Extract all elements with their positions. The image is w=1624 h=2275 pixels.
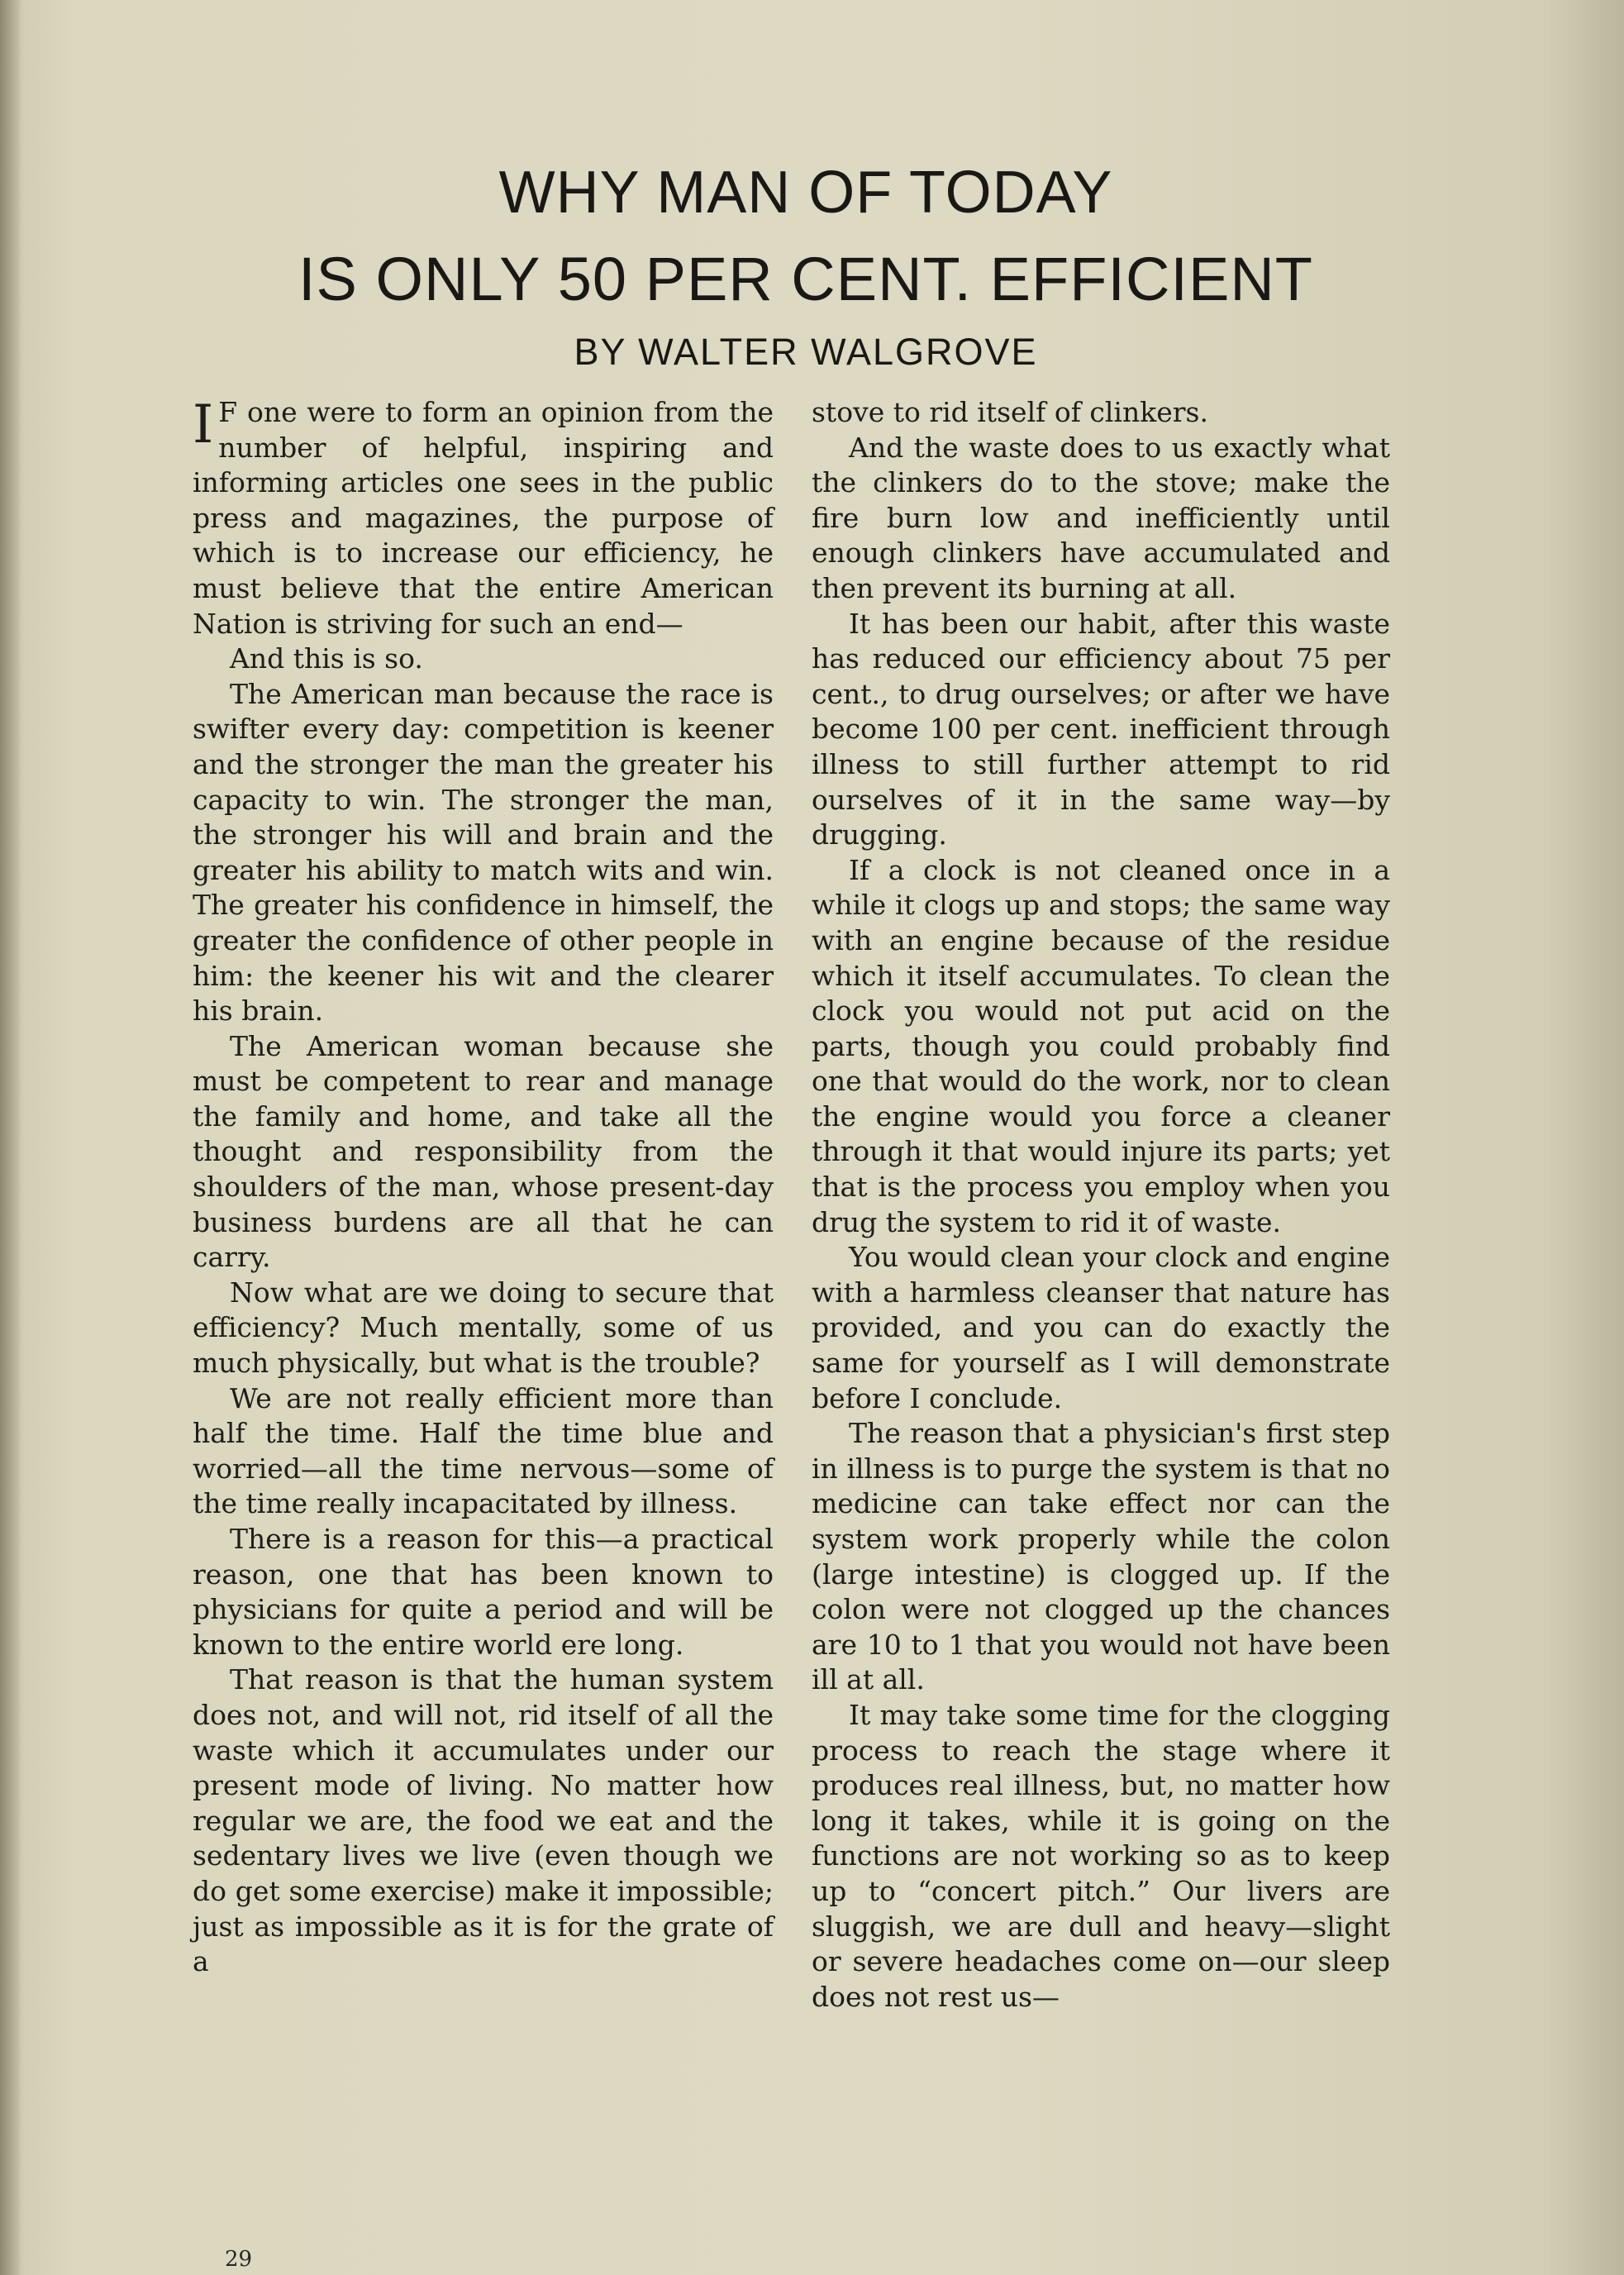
drop-cap: I xyxy=(193,394,214,455)
article-title-line-1: WHY MAN OF TODAY xyxy=(498,160,1113,226)
paragraph: That reason is that the human system does not, and will not, rid itself of all the waste which it accumulates under our present mode of living. No matter how regular we are, the food we eat and the sedentary lives we live (even though we do get some exercise) make it impossible; just as impossible as it is for the grate of a xyxy=(193,1663,774,1978)
paragraph-text: F one were to form an opinion from the number of helpful, inspiring and informing articles one sees in the public press and magazines, the purpose of which is to increase our efficiency, he must believe that the entire American Nation is striving for such an end— xyxy=(193,396,774,640)
paragraph: The American man because the race is swifter every day: competition is keener and the stronger the man the greater his capacity to win. The stronger the man, the stronger his will and brain and the greater his ability to match wits and win. The greater his confidence in himself, the greater the confidence of other people in him: the keener his wit and the clearer his brain. xyxy=(193,677,774,1028)
article-title-line-2: IS ONLY 50 PER CENT. EFFICIENT xyxy=(298,245,1313,313)
binding-shadow xyxy=(0,0,21,2275)
page-number: 29 xyxy=(225,2247,253,2272)
paragraph xyxy=(193,395,774,641)
paragraph: You would clean your clock and engine with a harmless cleanser that nature has provided, and you can do exactly the same for yourself as I will demonstrate before I conclude. xyxy=(812,1241,1390,1414)
paragraph: The reason that a physician's first step in illness is to purge the system is that no medicine can take effect nor can the system work properly while the colon (large intestine) is clogged up. If the colon were not clogged up the chances are 10 to 1 that you would not have been ill at all. xyxy=(812,1417,1390,1696)
right-text-column xyxy=(812,395,1390,2015)
paragraph: It may take some time for the clogging process to reach the stage where it produces real illness, but, no matter how long it takes, while it is going on the functions are not working so as to keep up to “concert pitch.” Our livers are sluggish, we are dull and heavy—slight or severe headaches come on—our sleep does not rest us— xyxy=(812,1698,1390,2013)
paragraph: And the waste does to us exactly what the clinkers do to the stove; make the fire burn low and inefficiently until enough clinkers have accumulated and then prevent its burning at all. xyxy=(812,431,1390,604)
paragraph: Now what are we doing to secure that efficiency? Much mentally, some of us much physically, but what is the trouble? xyxy=(193,1276,774,1380)
paragraph: And this is so. xyxy=(230,642,423,675)
article-byline: BY WALTER WALGROVE xyxy=(574,331,1038,373)
paragraph: stove to rid itself of clinkers. xyxy=(812,396,1208,428)
paragraph: If a clock is not cleaned once in a while it clogs up and stops; the same way with an engine because of the residue which it itself accumulates. To clean the clock you would not put acid on the parts, though you could probably find one that would do the work, nor to clean the engine would you force a cleaner through it that would injure its parts; yet that is the process you employ when you drug the system to rid it of waste. xyxy=(812,853,1390,1238)
paragraph: There is a reason for this—a practical reason, one that has been known to physicians for quite a period and will be known to the entire world ere long. xyxy=(193,1523,774,1661)
left-text-column xyxy=(193,395,774,1980)
paragraph: The American woman because she must be competent to rear and manage the family and home, and take all the thought and responsibility from the shoulders of the man, whose present-day business burdens are all that he can carry. xyxy=(193,1029,774,1274)
paragraph: We are not really efficient more than half the time. Half the time blue and worried—all the time nervous—some of the time really incapacitated by illness. xyxy=(193,1381,774,1520)
paragraph: It has been our habit, after this waste has reduced our efficiency about 75 per cent., to drug ourselves; or after we have become 100 per cent. inefficient through illness to still further attempt to rid ourselves of it in the same way—by drugging. xyxy=(812,607,1390,851)
